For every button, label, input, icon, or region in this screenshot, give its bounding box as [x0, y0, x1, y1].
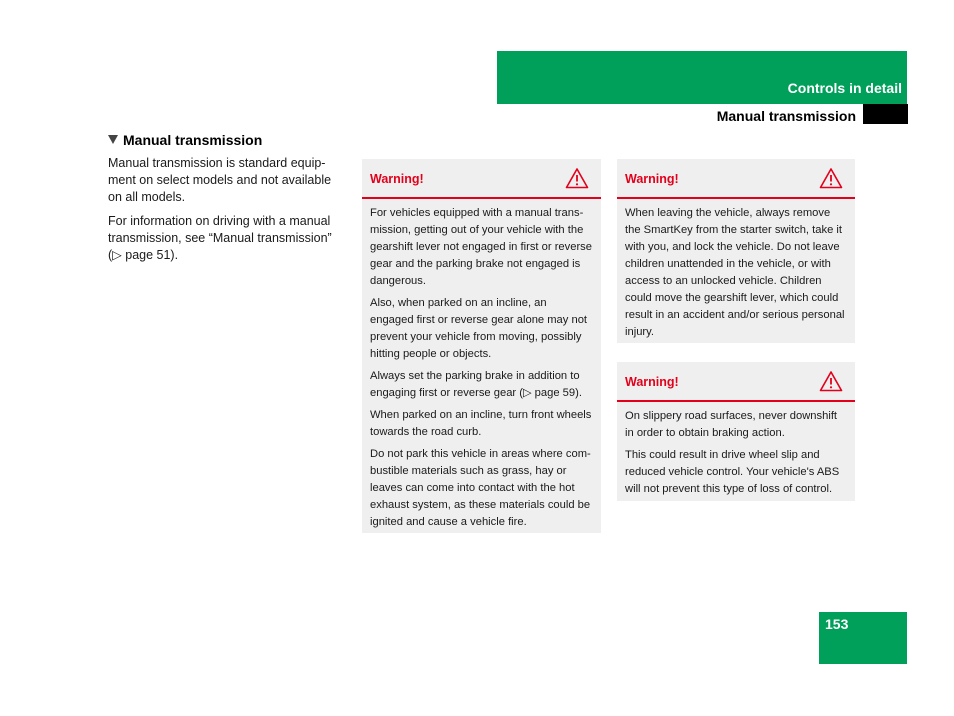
body-text	[108, 155, 343, 272]
page-number: 153	[825, 616, 849, 632]
section-heading	[108, 132, 262, 148]
warning-triangle-icon	[819, 167, 843, 189]
warning-paragraph: Also, when parked on an incline, an engaged first or reverse gear alone may not prevent your vehicle from moving, possibly hitting people or objects.	[370, 297, 588, 360]
chapter-title: Controls in detail	[787, 80, 902, 96]
warning-box-smartkey	[617, 159, 855, 343]
warning-header	[617, 159, 855, 199]
header-bar	[497, 51, 907, 104]
thumb-tab	[863, 104, 908, 124]
triangle-bullet-icon	[108, 135, 118, 144]
warning-paragraph: Do not park this vehicle in areas where com-bustible materials such as grass, hay or leaves can come into contact with the hot exhaust system, as these materials could be ignited and cause a vehicle fire.	[370, 448, 591, 528]
warning-paragraph: When leaving the vehicle, always remove the SmartKey from the starter switch, take it with you, and lock the vehicle. Do not leave children unattended in the vehicle, or with access to an unlocked vehicle. Children could move the gearshift lever, which could result in an accident and/or serious personal injury.	[625, 207, 845, 338]
warning-label: Warning!	[370, 172, 424, 186]
body-paragraph: Manual transmission is standard equip-ment on select models and not available on all models.	[108, 156, 332, 204]
warning-header	[362, 159, 601, 199]
warning-label: Warning!	[625, 375, 679, 389]
warning-box-downshift	[617, 362, 855, 501]
warning-body	[362, 199, 601, 542]
warning-label: Warning!	[625, 172, 679, 186]
warning-body	[617, 402, 855, 509]
warning-body	[617, 199, 855, 352]
warning-paragraph: This could result in drive wheel slip and reduced vehicle control. Your vehicle's ABS will not prevent this type of loss of control.	[625, 449, 840, 495]
warning-paragraph: Always set the parking brake in addition to engaging first or reverse gear (▷ page 59).	[370, 370, 582, 399]
warning-paragraph: For vehicles equipped with a manual trans-mission, getting out of your vehicle with the gearshift lever not engaged in first or reverse gear and the parking brake not engaged is dangerous.	[370, 207, 593, 287]
body-paragraph: For information on driving with a manual transmission, see “Manual transmission” (▷ page 51).	[108, 214, 332, 262]
warning-header	[617, 362, 855, 402]
section-title: Manual transmission	[716, 108, 856, 124]
warning-triangle-icon	[819, 370, 843, 392]
warning-paragraph: When parked on an incline, turn front wheels towards the road curb.	[370, 409, 592, 438]
warning-box-parking	[362, 159, 601, 533]
warning-paragraph: On slippery road surfaces, never downshift in order to obtain braking action.	[625, 410, 838, 439]
warning-triangle-icon	[565, 167, 589, 189]
section-heading-text: Manual transmission	[123, 132, 263, 148]
